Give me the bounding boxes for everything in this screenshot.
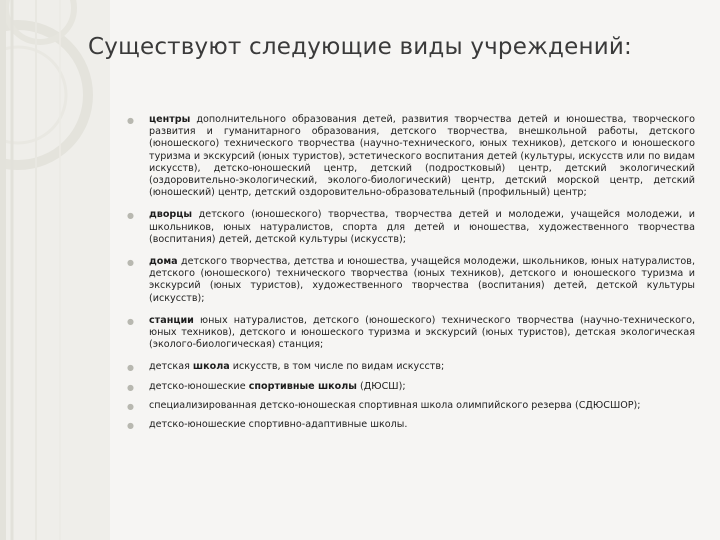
item-pre: детско-юношеские: [149, 380, 249, 392]
list-item: [125, 315, 695, 352]
bullet-icon: ●: [127, 363, 134, 373]
bullet-icon: ●: [127, 211, 134, 221]
list-item: [125, 256, 695, 305]
item-lead: дворцы: [149, 209, 193, 221]
list-item: [125, 114, 695, 199]
item-text: специализированная детско-юношеская спортивная школа олимпийского резерва (СДЮСШОР);: [149, 399, 641, 411]
item-pre: детская: [149, 361, 193, 373]
list-item: [125, 419, 695, 431]
item-text: детско-юношеские спортивно-адаптивные школы.: [149, 419, 408, 431]
list-item: [125, 209, 695, 246]
background-decoration: [0, 0, 110, 540]
bullet-icon: ●: [127, 421, 134, 431]
item-text: юных натуралистов, детского (юношеского) технического творчества (научно-технического, юных техников), детского и юношеского туризма и экскурсий (юных туристов), детская экологическая (эколого-биологическая) станция;: [149, 314, 695, 351]
item-text: (ДЮСШ);: [356, 380, 406, 392]
list-item: [125, 400, 695, 412]
bullet-icon: ●: [127, 382, 134, 392]
item-lead: центры: [149, 114, 191, 125]
bullet-icon: ●: [127, 258, 134, 268]
item-lead: станции: [149, 314, 194, 326]
bullet-icon: ●: [127, 116, 134, 125]
item-text: детского (юношеского) творчества, творчества детей и молодежи, учащейся молодежи, и школьников, юных натуралистов, спорта для детей и юношества, художественного творчества (воспитания) детей, детской культуры (искусств);: [149, 209, 695, 245]
item-lead: спортивные школы: [248, 380, 357, 392]
list-item: [125, 381, 695, 393]
bullet-icon: ●: [127, 316, 134, 326]
item-lead: дома: [149, 256, 178, 268]
item-text: детского творчества, детства и юношества, учащейся молодежи, школьников, юных натуралистов, детского (юношеского) технического творчества (юных техников), детского и юношеского туризма и экскурсий (юных туристов), художественного творчества (воспитания) детей, детской культуры (искусств);: [149, 256, 695, 304]
item-text: дополнительного образования детей, развития творчества детей и юношества, творческого развития и гуманитарного образования, детского творчества, внешкольной работы, детского (юношеского) технического творчества (научно-технического, юных техников), детского и юношеского туризма и экскурсий (юных туристов), эстетического воспитания детей (культуры, искусств или по видам искусств), детско-юношеский центр, детский (подростковый) центр, детский экологический (оздоровительно-экологический, эколого-биологический) центр, детский морской центр, детский (юношеский) центр, детский оздоровительно-образовательный (профильный) центр;: [149, 114, 695, 199]
item-text: искусств, в том числе по видам искусств;: [229, 361, 445, 373]
bullet-icon: ●: [127, 401, 134, 411]
slide-title: Существуют следующие виды учреждений:: [88, 34, 632, 60]
institution-list: [125, 114, 695, 438]
list-item: [125, 361, 695, 373]
item-lead: школа: [192, 361, 230, 373]
